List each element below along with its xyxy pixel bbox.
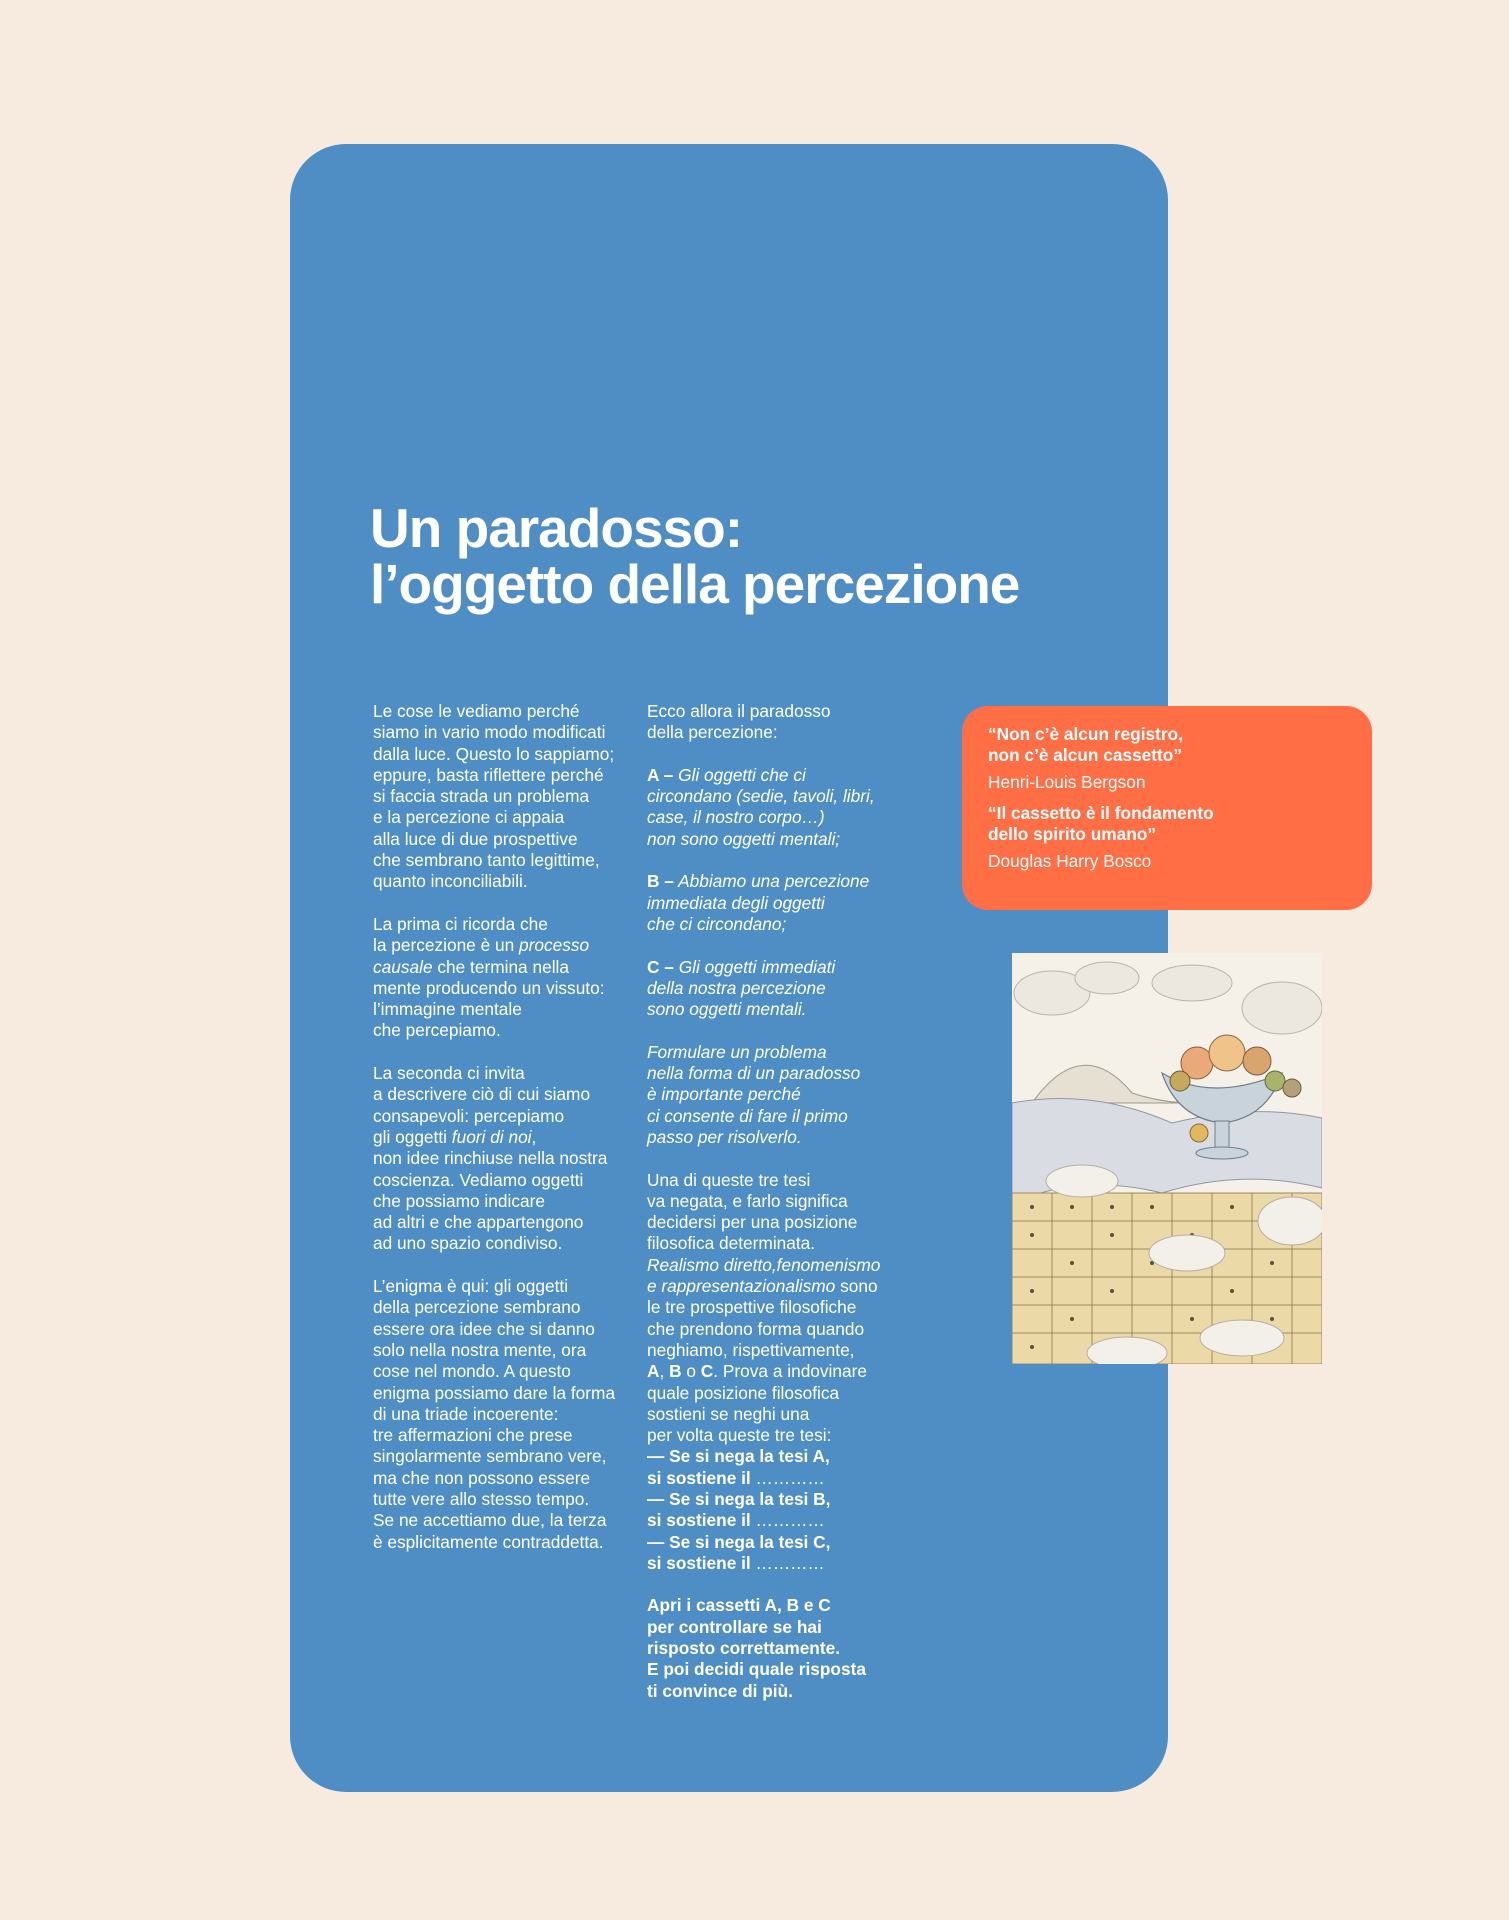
negation-b: — Se si nega la tesi B, (647, 1488, 831, 1509)
text-column-1 (373, 701, 638, 1574)
quote-author-bosco: Douglas Harry Bosco (988, 851, 1152, 871)
text-column-2 (647, 701, 917, 1723)
negation-c: — Se si nega la tesi C, (647, 1531, 831, 1552)
paragraph-intro: Ecco allora il paradosso della percezione: (647, 701, 831, 743)
thesis-b: B – Abbiamo una percezione immediata degli oggetti che ci circondano; (647, 871, 870, 934)
title-line-2: l’oggetto della percezione (370, 553, 1020, 615)
quote-bergson: “Non c’è alcun registro, non c’è alcun cassetto” (988, 724, 1183, 765)
paragraph-negation: Una di queste tre tesi va negata, e farlo significa decidersi per una posizione filosofica determinata. Realismo diretto,fenomenismo e rappresentazionalismo sono le tre prospettive filosofiche che prendono forma quando neghiamo, rispettivamente, A, B o C. Prova a indovinare quale posizione filosofica sostieni se neghi una per volta queste tre tesi: — Se si nega la tesi A, si sostiene il ………… — Se si nega la tesi B, si sostiene il ………… — Se si nega la tesi C, si sostiene il ………… (647, 1170, 917, 1575)
quote-bosco: “Il cassetto è il fondamento dello spirito umano” (988, 803, 1214, 844)
title-line-1: Un paradosso: (370, 497, 743, 559)
thesis-a: A – Gli oggetti che ci circondano (sedie, tavoli, libri, case, il nostro corpo…) non sono oggetti mentali; (647, 764, 875, 849)
paragraph-light: Le cose le vediamo perché siamo in vario modo modificati dalla luce. Questo lo sappiamo; eppure, basta riflettere perché si faccia strada un problema e la percezione ci appaia alla luce di due prospettive che sembrano tanto legittime, quanto inconciliabili. (373, 701, 615, 892)
thesis-c: C – Gli oggetti immediati della nostra percezione sono oggetti mentali. (647, 956, 836, 1020)
drawers-illustration (1012, 953, 1322, 1364)
paragraph-first-view: La prima ci ricorda che la percezione è un processo causale che termina nella mente producendo un vissuto: l’immagine mentale che percepiamo. (373, 913, 605, 1041)
paragraph-closing: Apri i cassetti A, B e C per controllare se hai risposto correttamente. E poi decidi quale risposta ti convince di più. (647, 1595, 866, 1701)
paragraph-second-view: La seconda ci invita a descrivere ciò di cui siamo consapevoli: percepiamo gli oggetti fuori di noi, non idee rinchiuse nella nostra coscienza. Vediamo oggetti che possiamo indicare ad altri e che appartengono ad uno spazio condiviso. (373, 1063, 608, 1254)
negation-a: — Se si nega la tesi A, (647, 1446, 830, 1467)
quote-box (962, 706, 1372, 910)
drawers-fruit-bowl-drawing (1012, 953, 1322, 1364)
paragraph-enigma: L’enigma è qui: gli oggetti della percezione sembrano essere ora idee che si danno solo nella nostra mente, ora cose nel mondo. A questo enigma possiamo dare la forma di una triade incoerente: tre affermazioni che prese singolarmente sembrano vere, ma che non possono essere tutte vere allo stesso tempo. Se ne accettiamo due, la terza è esplicitamente contraddetta. (373, 1276, 616, 1552)
page-title (370, 497, 1020, 615)
quote-author-bergson: Henri-Louis Bergson (988, 772, 1146, 792)
paragraph-formulate: Formulare un problema nella forma di un paradosso è importante perché ci consente di fare il primo passo per risolverlo. (647, 1041, 861, 1147)
